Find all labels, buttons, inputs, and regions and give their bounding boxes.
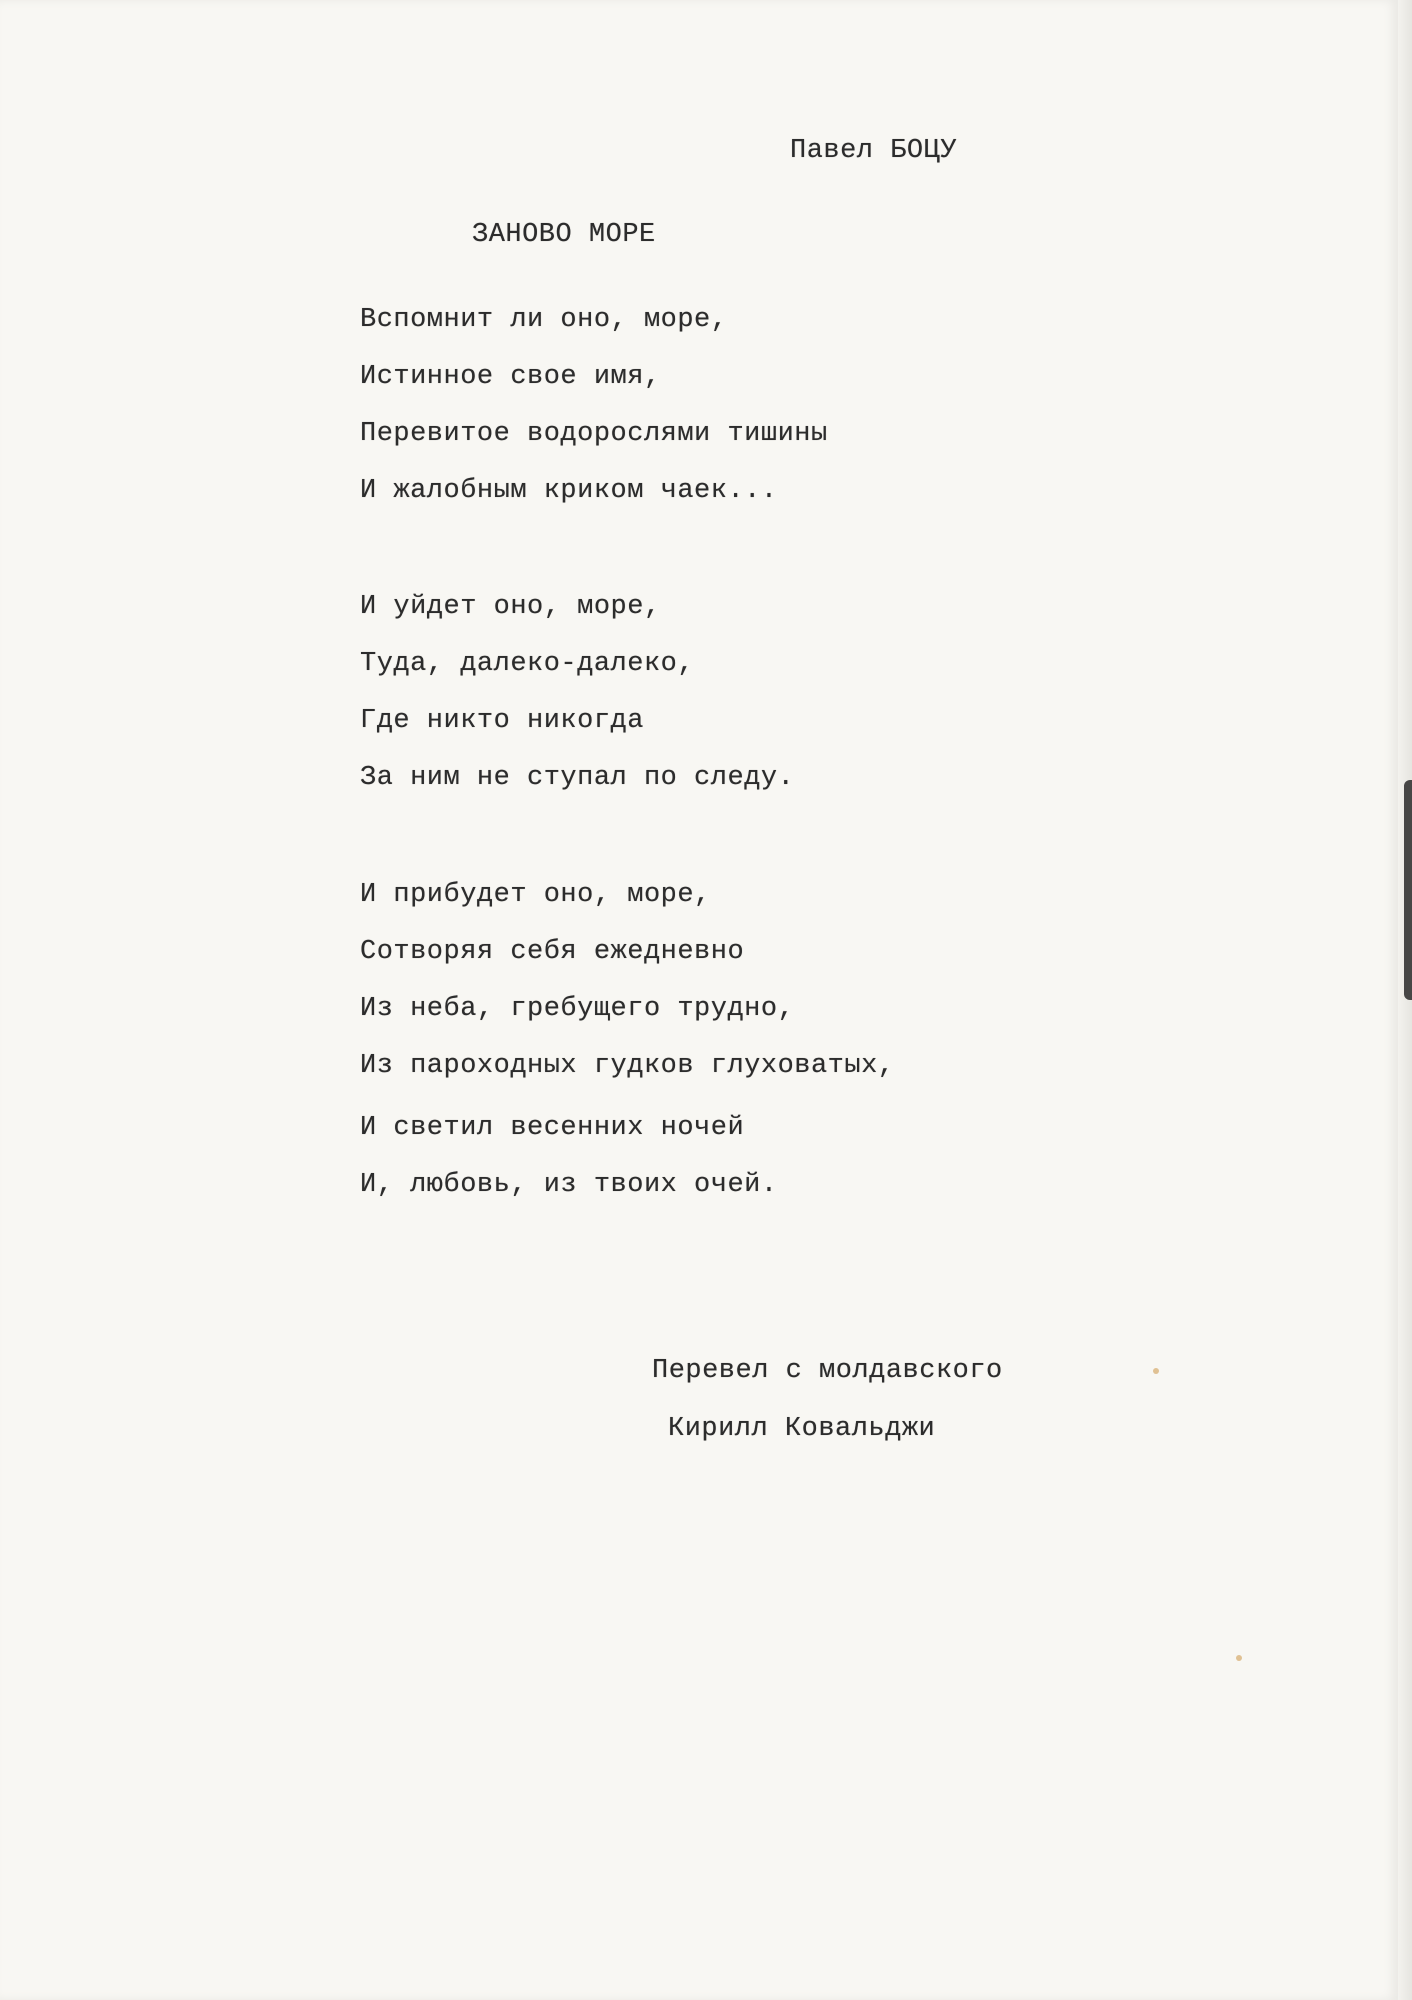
translator-name: Кирилл Ковальджи (668, 1414, 936, 1444)
poem-line: И прибудет оно, море, (360, 880, 711, 910)
poem-line: И уйдет оно, море, (360, 592, 661, 622)
poem-line: Сотворяя себя ежедневно (360, 937, 745, 967)
paper-stain (1236, 1655, 1242, 1661)
poem-line: Перевитое водорослями тишины (360, 419, 828, 449)
poem-line: И жалобным криком чаек... (360, 476, 778, 506)
poem-line: За ним не ступал по следу. (360, 763, 795, 793)
author-name: Павел БОЦУ (790, 136, 958, 166)
poem-line: Вспомнит ли оно, море, (360, 305, 728, 335)
poem-line: Из неба, гребущего трудно, (360, 994, 795, 1024)
torn-edge-mark (1404, 780, 1412, 1000)
paper-edge (1398, 0, 1412, 2000)
poem-line: Из пароходных гудков глуховатых, (360, 1051, 895, 1081)
poem-line: И светил весенних ночей (360, 1113, 745, 1143)
poem-line: Туда, далеко-далеко, (360, 649, 695, 679)
paper-stain (1153, 1368, 1159, 1374)
poem-line: Истинное свое имя, (360, 362, 661, 392)
poem-line: И, любовь, из твоих очей. (360, 1170, 778, 1200)
poem-line: Где никто никогда (360, 706, 644, 736)
translator-credit: Перевел с молдавского (652, 1356, 1003, 1386)
poem-title: ЗАНОВО МОРЕ (472, 220, 656, 250)
